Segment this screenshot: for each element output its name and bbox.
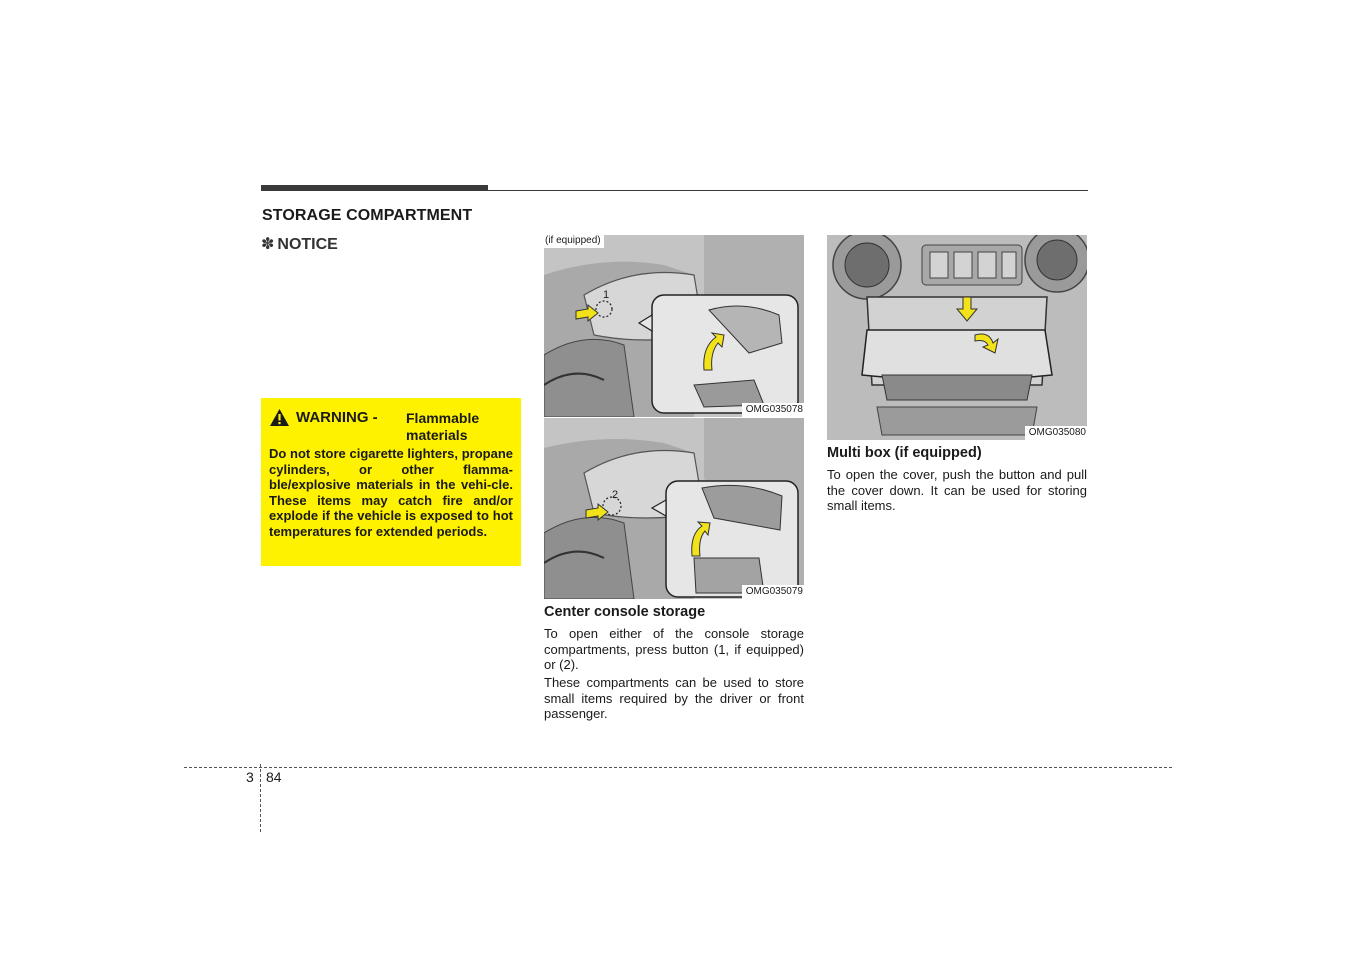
multi-box-paragraph: To open the cover, push the button and pull the cover down. It can be used for storing small items.: [827, 467, 1087, 514]
notice-heading: [261, 234, 338, 254]
warning-text: Do not store cigarette lighters, propane cylinders, or other flamma-ble/explosive materials in the vehi-cle. These items may catch fire and/or explode if the vehicle is exposed to hot temperatures for extended periods.: [269, 446, 513, 539]
console-illustration-1: [544, 235, 804, 417]
callout-1: 1: [603, 289, 610, 301]
figure-console-button-2: [544, 418, 804, 599]
center-console-paragraph-1: To open either of the console storage compartments, press button (1, if equipped) or (2).: [544, 626, 804, 673]
figure-multi-box: [827, 235, 1087, 440]
center-console-title: Center console storage: [544, 604, 706, 620]
multi-box-illustration: [827, 235, 1087, 440]
console-illustration-2: [544, 418, 804, 599]
warning-box: [261, 398, 521, 566]
header-rule-thick: [261, 185, 488, 191]
header-rule-thin: [488, 190, 1088, 191]
center-console-paragraph-2: These compartments can be used to store small items required by the driver or front passenger.: [544, 675, 804, 722]
figure-code: OMG035079: [742, 585, 804, 599]
chapter-number: 3: [246, 769, 254, 785]
notice-star-icon: ✽: [261, 236, 275, 253]
notice-label: NOTICE: [277, 236, 338, 253]
page-number: 84: [266, 769, 282, 785]
figure-code: OMG035080: [1025, 426, 1087, 440]
footer-divider: [260, 764, 261, 832]
callout-2: 2: [612, 489, 619, 501]
section-title: STORAGE COMPARTMENT: [262, 207, 473, 224]
figure-tag: (if equipped): [544, 235, 604, 248]
warning-subtitle: Flammable materials: [406, 410, 480, 443]
figure-console-button-1: [544, 235, 804, 417]
warning-label: WARNING -: [296, 409, 378, 426]
warning-triangle-icon: [270, 409, 289, 426]
footer-rule: [184, 767, 1172, 768]
multi-box-title: Multi box (if equipped): [827, 445, 982, 461]
figure-code: OMG035078: [742, 403, 804, 417]
